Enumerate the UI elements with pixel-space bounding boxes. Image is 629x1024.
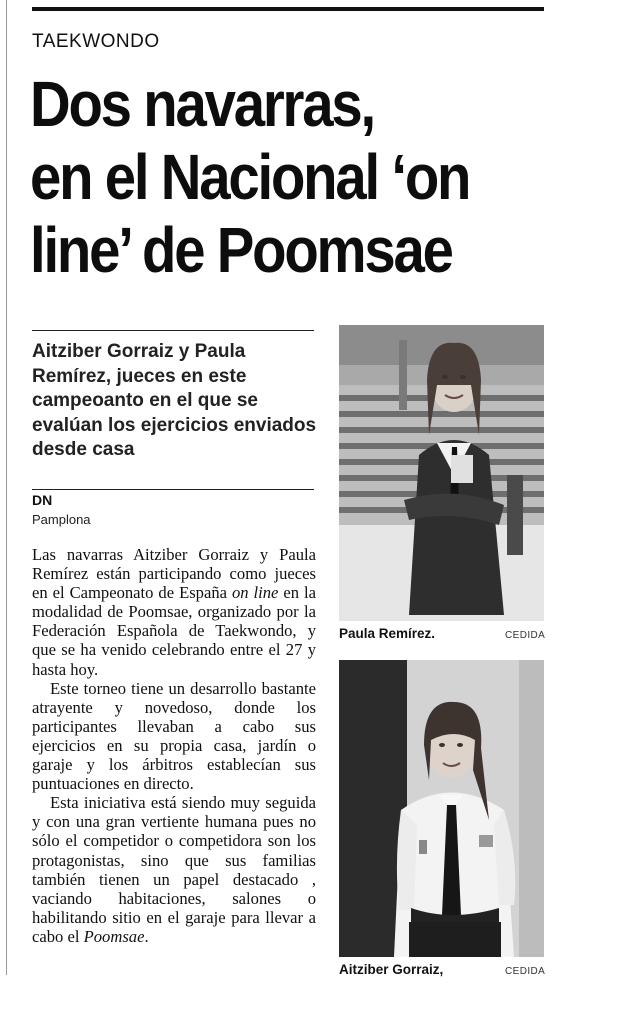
paragraph-text: Las navarras Aitziber Gorraiz y Paula Remírez están participando como jueces en el Campeonato de España	[32, 545, 316, 603]
photo-credit: CEDIDA	[505, 630, 546, 641]
headline-line: en el Nacional ‘on	[30, 141, 470, 213]
byline-location: Pamplona	[32, 512, 91, 527]
headline	[30, 68, 523, 287]
top-rule	[32, 7, 544, 11]
photo-caption: Aitziber Gorraiz,	[339, 962, 444, 977]
photo-aitziber-gorraiz	[339, 660, 544, 957]
subheadline: Aitziber Gorraiz y Paula Remírez, jueces en este campeoanto en el que se evalúan los ejercicios enviados desde casa	[32, 341, 317, 460]
article-body	[32, 545, 316, 946]
paragraph: Este torneo tiene un desarrollo bastante atrayente y novedoso, donde los participantes llevaban a cabo sus ejercicios en su propia casa, jardín o garaje y los árbitros establecían sus puntuaciones en directo.	[32, 678, 316, 794]
emphasis: Poomsae	[83, 926, 145, 946]
subhead-rule-top	[32, 330, 314, 331]
photo-caption: Paula Remírez.	[339, 626, 436, 641]
headline-line: line’ de Poomsae	[30, 214, 452, 286]
paragraph-text: en la modalidad de Poomsae, organizado por la Federación Española de Taekwondo, y que se ha venido celebrando entre el 27 y hasta hoy.	[32, 583, 317, 679]
emphasis: on line	[231, 583, 279, 603]
paragraph-text: Esta iniciativa está siendo muy seguida y con una gran vertiente humana pues no sólo el competidor o competidora son los protagonistas, sino que sus familias también tienen un papel destacado , vaciando habitaciones, salones o habilitando sitio en el garaje para llevar a cabo el	[32, 793, 316, 946]
subhead-rule-bottom	[32, 489, 314, 490]
byline-author: DN	[32, 492, 53, 508]
column-divider	[6, 0, 7, 975]
paragraph-text: .	[144, 926, 149, 946]
photo-image	[339, 660, 544, 957]
paragraph	[32, 793, 316, 946]
photo-credit: CEDIDA	[505, 966, 546, 977]
paragraph	[32, 545, 316, 679]
photo-paula-remirez	[339, 325, 544, 621]
headline-line: Dos navarras,	[30, 68, 374, 140]
section-label: TAEKWONDO	[32, 31, 160, 52]
photo-image	[339, 325, 544, 621]
